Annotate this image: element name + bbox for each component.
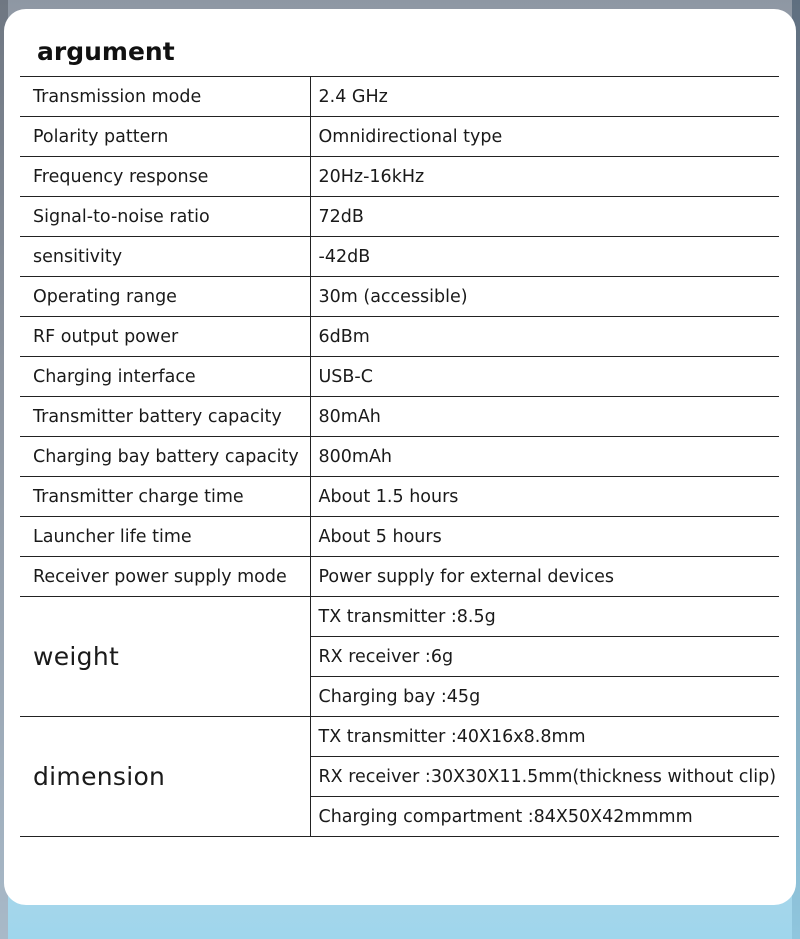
row-label: Transmitter battery capacity xyxy=(20,397,310,437)
row-value: About 1.5 hours xyxy=(310,477,779,517)
table-row xyxy=(20,317,779,357)
row-value: Power supply for external devices xyxy=(310,557,779,597)
row-value: 6dBm xyxy=(310,317,779,357)
dimension-value-compartment: Charging compartment :84X50X42mmmm xyxy=(310,797,779,837)
weight-label: weight xyxy=(20,597,310,717)
row-value: Omnidirectional type xyxy=(310,117,779,157)
table-row xyxy=(20,117,779,157)
spec-table xyxy=(20,76,779,837)
row-label: Receiver power supply mode xyxy=(20,557,310,597)
row-value: -42dB xyxy=(310,237,779,277)
table-row xyxy=(20,477,779,517)
table-row xyxy=(20,397,779,437)
row-label: Transmitter charge time xyxy=(20,477,310,517)
table-row xyxy=(20,157,779,197)
table-row xyxy=(20,197,779,237)
table-row xyxy=(20,237,779,277)
row-label: Transmission mode xyxy=(20,77,310,117)
weight-value-bay: Charging bay :45g xyxy=(310,677,779,717)
weight-value-rx: RX receiver :6g xyxy=(310,637,779,677)
dimension-value-rx: RX receiver :30X30X11.5mm(thickness without clip) xyxy=(310,757,779,797)
row-value: 80mAh xyxy=(310,397,779,437)
row-value: 2.4 GHz xyxy=(310,77,779,117)
page-title: argument xyxy=(37,37,175,66)
row-label: Operating range xyxy=(20,277,310,317)
weight-row xyxy=(20,597,779,637)
table-row xyxy=(20,77,779,117)
row-value: About 5 hours xyxy=(310,517,779,557)
row-label: Charging interface xyxy=(20,357,310,397)
row-value: USB-C xyxy=(310,357,779,397)
row-value: 20Hz-16kHz xyxy=(310,157,779,197)
table-row xyxy=(20,517,779,557)
row-value: 30m (accessible) xyxy=(310,277,779,317)
row-label: Signal-to-noise ratio xyxy=(20,197,310,237)
dimension-label: dimension xyxy=(20,717,310,837)
row-label: sensitivity xyxy=(20,237,310,277)
row-label: Charging bay battery capacity xyxy=(20,437,310,477)
table-row xyxy=(20,277,779,317)
row-label: Polarity pattern xyxy=(20,117,310,157)
row-label: Launcher life time xyxy=(20,517,310,557)
table-row xyxy=(20,437,779,477)
row-label: RF output power xyxy=(20,317,310,357)
weight-value-tx: TX transmitter :8.5g xyxy=(310,597,779,637)
dimension-row xyxy=(20,717,779,757)
row-value: 800mAh xyxy=(310,437,779,477)
row-label: Frequency response xyxy=(20,157,310,197)
row-value: 72dB xyxy=(310,197,779,237)
table-row xyxy=(20,357,779,397)
table-row xyxy=(20,557,779,597)
dimension-value-tx: TX transmitter :40X16x8.8mm xyxy=(310,717,779,757)
